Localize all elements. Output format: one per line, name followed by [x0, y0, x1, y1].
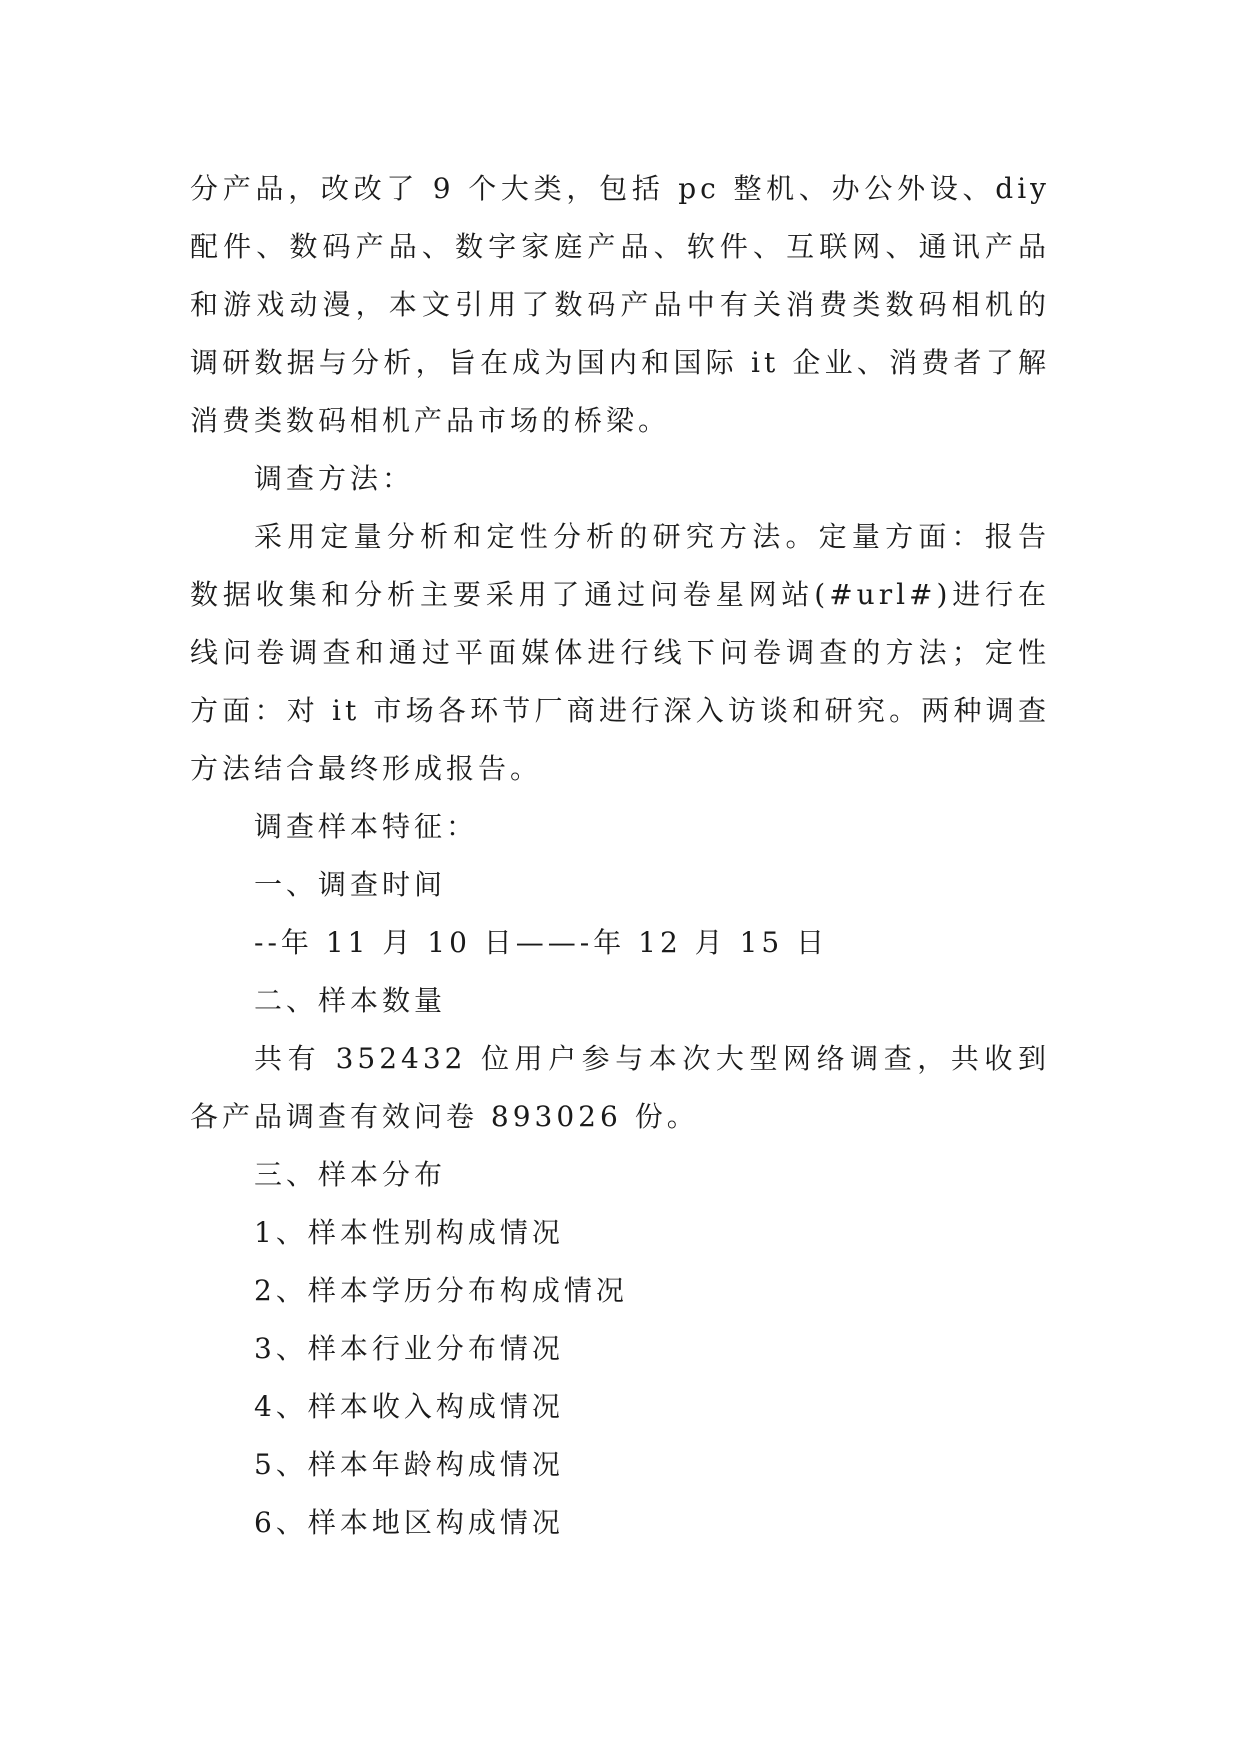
- heading-sample-distribution: 三、样本分布: [254, 1158, 447, 1191]
- paragraph-intro: 分产品，改改了 9 个大类，包括 pc 整机、办公外设、diy 配件、数码产品、数字家庭产品、软件、互联网、通讯产品和游戏动漫，本文引用了数码产品中有关消费类数码相机的调研数据与分析，旨在成为国内和国际 it 企业、消费者了解消费类数码相机产品市场的桥梁。: [190, 172, 1050, 437]
- list-item: 3、样本行业分布情况: [254, 1332, 564, 1365]
- list-item: 5、样本年龄构成情况: [254, 1448, 564, 1481]
- document-body: [190, 160, 1050, 1552]
- paragraph-sample-count: 共有 352432 位用户参与本次大型网络调查，共收到各产品调查有效问卷 893026 份。: [190, 1042, 1050, 1133]
- paragraph-survey-time: --年 11 月 10 日——-年 12 月 15 日: [254, 926, 829, 959]
- list-item: 4、样本收入构成情况: [254, 1390, 564, 1423]
- heading-sample-features: 调查样本特征：: [254, 810, 479, 843]
- list-item: 6、样本地区构成情况: [254, 1506, 564, 1539]
- heading-sample-count: 二、样本数量: [254, 984, 447, 1017]
- list-item: 2、样本学历分布构成情况: [254, 1274, 628, 1307]
- heading-survey-time: 一、调查时间: [254, 868, 447, 901]
- list-item: 1、样本性别构成情况: [254, 1216, 564, 1249]
- paragraph-survey-method: 采用定量分析和定性分析的研究方法。定量方面：报告数据收集和分析主要采用了通过问卷星网站(#url#)进行在线问卷调查和通过平面媒体进行线下问卷调查的方法；定性方面：对 it 市场各环节厂商进行深入访谈和研究。两种调查方法结合最终形成报告。: [190, 520, 1050, 785]
- heading-survey-method: 调查方法：: [254, 462, 415, 495]
